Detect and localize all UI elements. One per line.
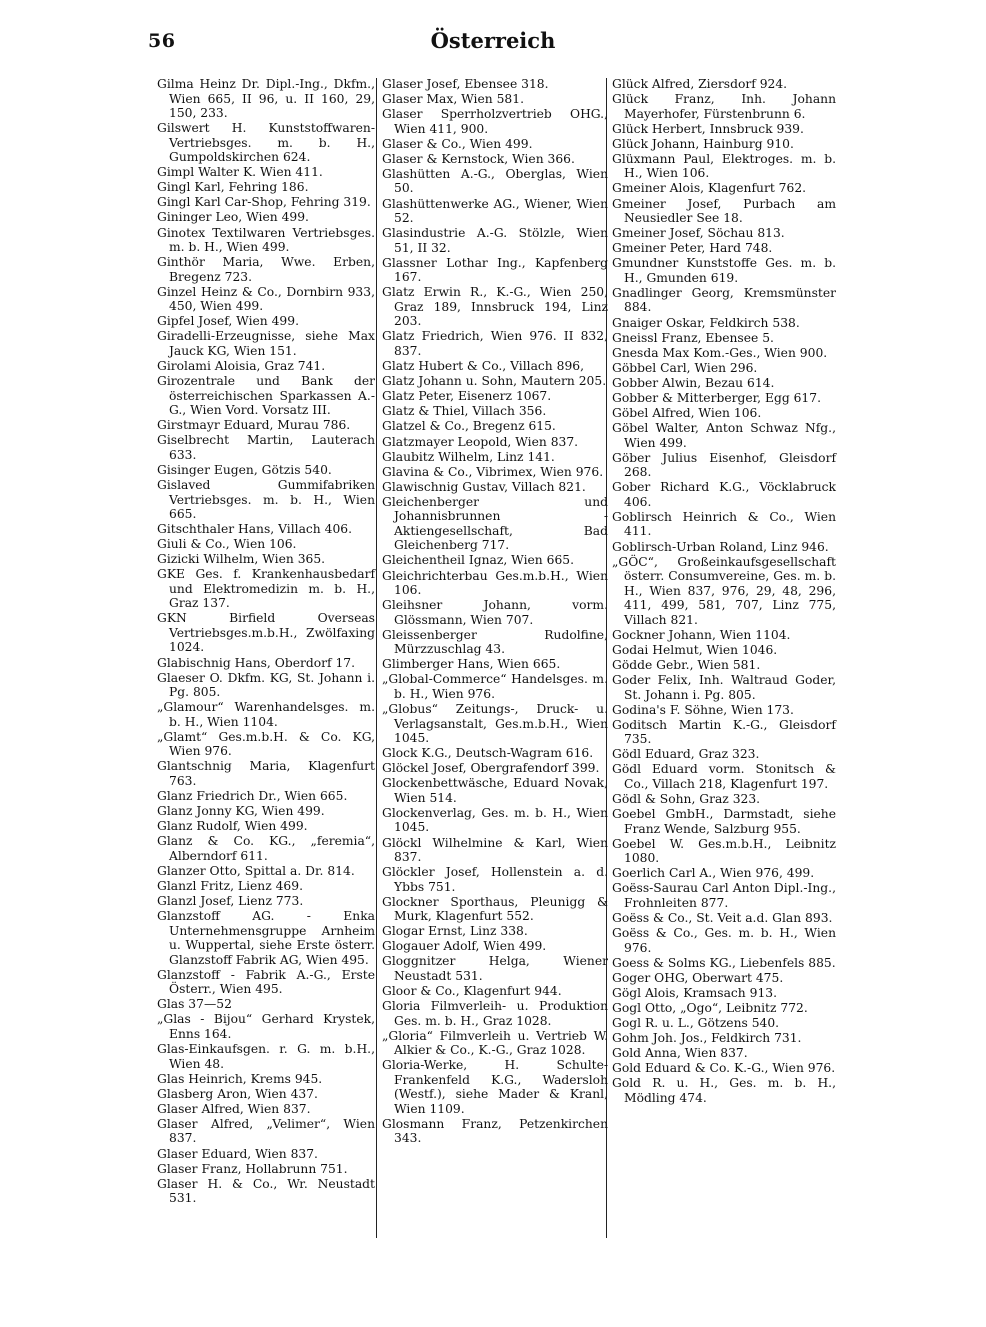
directory-entry: Gleichenberger und Johannisbrunnen -Aktiengesellschaft, Bad Gleichenberg 717.	[382, 494, 608, 553]
directory-entry: Glanz & Co. KG., „feremia“, Alberndorf 611.	[157, 834, 375, 863]
directory-entry: Gogl R. u. L., Götzens 540.	[612, 1016, 780, 1031]
directory-entry: Goerlich Carl A., Wien 976, 499.	[612, 866, 815, 881]
directory-entry: Gneissl Franz, Ebensee 5.	[612, 330, 774, 345]
directory-entry: Gisinger Eugen, Götzis 540.	[157, 462, 332, 477]
directory-entry: Glasberg Aron, Wien 437.	[157, 1086, 318, 1101]
directory-entry: Glatz & Thiel, Villach 356.	[382, 404, 547, 419]
directory-entry: Glöckel Josef, Obergrafendorf 399.	[382, 761, 600, 776]
directory-entry: Gininger Leo, Wien 499.	[157, 210, 309, 225]
directory-entry: Goger OHG, Oberwart 475.	[612, 970, 784, 985]
directory-entry: Gnaiger Oskar, Feldkirch 538.	[612, 315, 800, 330]
directory-entry: Giselbrecht Martin, Lauterach 633.	[157, 433, 375, 462]
directory-entry: Glatz Peter, Eisenerz 1067.	[382, 389, 552, 404]
directory-entry: Glanzer Otto, Spittal a. Dr. 814.	[157, 863, 355, 878]
directory-entry: Gohm Joh. Jos., Feldkirch 731.	[612, 1031, 802, 1046]
directory-entry: Glockenverlag, Ges. m. b. H., Wien 1045.	[382, 805, 608, 835]
entries-column-3	[612, 77, 836, 1106]
directory-entry: Göbel Walter, Anton Schwaz Nfg., Wien 499.	[612, 421, 836, 450]
directory-entry: Goebel W. Ges.m.b.H., Leibnitz 1080.	[612, 836, 836, 866]
entries-column-1	[157, 77, 375, 1206]
directory-entry: Göber Julius Eisenhof, Gleisdorf 268.	[612, 450, 836, 480]
directory-entry: Giradelli-Erzeugnisse, siehe Max Jauck KG, Wien 151.	[157, 329, 375, 358]
directory-entry: Godina's F. Söhne, Wien 173.	[612, 702, 794, 717]
directory-entry: Glabischnig Hans, Oberdorf 17.	[157, 655, 356, 670]
directory-entry: Glashütten A.-G., Oberglas, Wien 50.	[382, 166, 608, 196]
directory-entry: Glaser Josef, Ebensee 318.	[382, 77, 549, 91]
directory-entry: Gilma Heinz Dr. Dipl.-Ing., Dkfm., Wien 665, II 96, u. II 160, 29, 150, 233.	[157, 77, 375, 120]
directory-entry: Gloggnitzer Helga, Wiener Neustadt 531.	[382, 954, 608, 983]
directory-entry: Glaser Sperrholzvertrieb OHG., Wien 411, 900.	[382, 107, 608, 136]
directory-entry: Glogar Ernst, Linz 338.	[382, 924, 528, 939]
directory-entry: Gobber Alwin, Bezau 614.	[612, 375, 775, 390]
directory-entry: Glockner Sporthaus, Pleunigg & Murk, Klagenfurt 552.	[382, 894, 608, 924]
directory-entry: Glockenbettwäsche, Eduard Novak, Wien 514.	[382, 776, 608, 805]
entries-column-2	[382, 77, 608, 1147]
directory-entry: Glück Herbert, Innsbruck 939.	[612, 121, 804, 136]
directory-entry: Glanzl Josef, Lienz 773.	[157, 894, 304, 909]
directory-entry: Glas Heinrich, Krems 945.	[157, 1071, 323, 1086]
directory-entry: Glück Johann, Hainburg 910.	[612, 136, 794, 151]
directory-entry: Glatz Johann u. Sohn, Mautern 205.	[382, 374, 607, 389]
directory-entry: Girstmayr Eduard, Murau 786.	[157, 418, 351, 433]
directory-entry: Goëss & Co., Ges. m. b. H., Wien 976.	[612, 926, 836, 955]
directory-entry: Glüxmann Paul, Elektroges. m. b. H., Wien 106.	[612, 151, 836, 181]
directory-entry: Glavina & Co., Vibrimex, Wien 976.	[382, 464, 604, 479]
directory-entry: Gober Richard K.G., Vöcklabruck 406.	[612, 480, 836, 509]
directory-entry: Gmeiner Peter, Hard 748.	[612, 241, 773, 256]
directory-entry: Goditsch Martin K.-G., Gleisdorf 735.	[612, 717, 836, 747]
directory-entry: Gleissenberger Rudolfine, Mürzzuschlag 43.	[382, 627, 608, 657]
directory-entry: Gödl Eduard vorm. Stonitsch & Co., Villach 218, Klagenfurt 197.	[612, 762, 836, 791]
directory-entry: Ginotex Textilwaren Vertriebsges. m. b. H., Wien 499.	[157, 225, 375, 255]
directory-entry: Gloria Filmverleih- u. Produktion Ges. m. b. H., Graz 1028.	[382, 999, 608, 1028]
directory-entry: Glosmann Franz, Petzenkirchen 343.	[382, 1116, 608, 1146]
page-title: Österreich	[430, 28, 556, 53]
directory-entry: Gnesda Max Kom.-Ges., Wien 900.	[612, 345, 828, 360]
directory-entry: Glatz Erwin R., K.-G., Wien 250, Graz 189, Innsbruck 194, Linz 203.	[382, 285, 608, 329]
directory-entry: Glanz Rudolf, Wien 499.	[157, 819, 308, 834]
directory-entry: Glanzstoff - Fabrik A.-G., Erste Österr., Wien 495.	[157, 967, 375, 997]
directory-entry: Glawischnig Gustav, Villach 821.	[382, 479, 586, 494]
directory-entry: GKE Ges. f. Krankenhausbedarf und Elektromedizin m. b. H., Graz 137.	[157, 567, 375, 611]
directory-entry: Glassner Lothar Ing., Kapfenberg 167.	[382, 255, 608, 285]
directory-entry: Goblirsch-Urban Roland, Linz 946.	[612, 539, 829, 554]
directory-entry: Glock K.G., Deutsch-Wagram 616.	[382, 746, 594, 761]
directory-entry: Goess & Solms KG., Liebenfels 885.	[612, 955, 836, 970]
directory-entry: Gleichrichterbau Ges.m.b.H., Wien 106.	[382, 568, 608, 598]
directory-entry: Göbbel Carl, Wien 296.	[612, 360, 758, 375]
directory-entry: „Glas - Bijou“ Gerhard Krystek, Enns 164.	[157, 1012, 375, 1041]
directory-entry: Ginthör Maria, Wwe. Erben, Bregenz 723.	[157, 255, 375, 284]
directory-entry: Gleichentheil Ignaz, Wien 665.	[382, 553, 575, 568]
directory-entry: Gmeiner Alois, Klagenfurt 762.	[612, 181, 807, 196]
directory-entry: „GÖC“, Großeinkaufsgesellschaft österr. Consumvereine, Ges. m. b. H., Wien 837, 976, 29, 48, 296, 411, 499, 581, 707, Linz 775, Villach 821.	[612, 554, 836, 627]
directory-entry: Glashüttenwerke AG., Wiener, Wien 52.	[382, 196, 608, 226]
directory-entry: „Gloria“ Filmverleih u. Vertrieb W. Alkier & Co., K.-G., Graz 1028.	[382, 1028, 608, 1058]
directory-entry: Goder Felix, Inh. Waltraud Goder, St. Johann i. Pg. 805.	[612, 673, 836, 702]
directory-entry: Gizicki Wilhelm, Wien 365.	[157, 552, 326, 567]
directory-entry: Glaser & Kernstock, Wien 366.	[382, 151, 575, 166]
directory-entry: Glück Franz, Inh. Johann Mayerhofer, Fürstenbrunn 6.	[612, 92, 836, 121]
directory-entry: Girozentrale und Bank der österreichischen Sparkassen A.-G., Wien Vord. Vorsatz III.	[157, 374, 375, 418]
directory-entry: Glaubitz Wilhelm, Linz 141.	[382, 449, 555, 464]
directory-entry: Gobber & Mitterberger, Egg 617.	[612, 391, 821, 405]
directory-entry: Gockner Johann, Wien 1104.	[612, 627, 791, 642]
directory-entry: Glaser H. & Co., Wr. Neustadt 531.	[157, 1176, 375, 1206]
directory-entry: Ginzel Heinz & Co., Dornbirn 933, 450, Wien 499.	[157, 284, 375, 314]
directory-entry: Gold Anna, Wien 837.	[612, 1046, 748, 1061]
directory-entry: Gipfel Josef, Wien 499.	[157, 314, 299, 329]
directory-entry: Glas 37—52	[157, 997, 232, 1012]
directory-entry: Glaser Max, Wien 581.	[382, 92, 524, 107]
directory-entry: Goebel GmbH., Darmstadt, siehe Franz Wende, Salzburg 955.	[612, 807, 836, 836]
directory-entry: Gold Eduard & Co. K.-G., Wien 976.	[612, 1061, 836, 1076]
directory-entry: Glaser Franz, Hollabrunn 751.	[157, 1161, 348, 1176]
directory-entry: „Glamt“ Ges.m.b.H. & Co. KG, Wien 976.	[157, 729, 375, 759]
directory-entry: Goëss-Saurau Carl Anton Dipl.-Ing., Frohnleiten 877.	[612, 881, 836, 910]
directory-entry: „Glamour“ Warenhandelsges. m. b. H., Wien 1104.	[157, 700, 375, 729]
directory-entry: „Globus“ Zeitungs-, Druck- u. Verlagsanstalt, Ges.m.b.H., Wien 1045.	[382, 702, 608, 746]
directory-entry: Glaser Alfred, Wien 837.	[157, 1101, 311, 1116]
directory-entry: Gimpl Walter K. Wien 411.	[157, 165, 323, 180]
directory-entry: Göbel Alfred, Wien 106.	[612, 406, 762, 421]
directory-entry: Gingl Karl, Fehring 186.	[157, 180, 309, 195]
directory-entry: Glatz Friedrich, Wien 976. II 832, 837.	[382, 329, 608, 358]
directory-entry: Gitschthaler Hans, Villach 406.	[157, 522, 352, 537]
directory-entry: Glück Alfred, Ziersdorf 924.	[612, 77, 788, 91]
directory-entry: Girolami Aloisia, Graz 741.	[157, 359, 326, 374]
directory-entry: Gold R. u. H., Ges. m. b. H., Mödling 474.	[612, 1076, 836, 1105]
directory-entry: Glasindustrie A.-G. Stölzle, Wien 51, II 32.	[382, 226, 608, 255]
directory-entry: Goëss & Co., St. Veit a.d. Glan 893.	[612, 910, 833, 925]
directory-entry: Glanz Friedrich Dr., Wien 665.	[157, 789, 348, 804]
directory-entry: Giuli & Co., Wien 106.	[157, 537, 297, 552]
directory-entry: Glogauer Adolf, Wien 499.	[382, 939, 547, 954]
directory-entry: Glanzstoff AG. - Enka Unternehmensgruppe Arnheim u. Wuppertal, siehe Erste österr. Glanzstoff Fabrik AG, Wien 495.	[157, 909, 375, 967]
directory-entry: Gmeiner Josef, Purbach am Neusiedler See 18.	[612, 196, 836, 226]
directory-entry: Glanz Jonny KG, Wien 499.	[157, 804, 325, 819]
directory-entry: Gmeiner Josef, Söchau 813.	[612, 226, 785, 241]
directory-entry: Glimberger Hans, Wien 665.	[382, 657, 561, 672]
directory-entry: Gloria-Werke, H. Schulte-Frankenfeld K.G., Wadersloh (Westf.), siehe Mader & Kranl, Wien 1109.	[382, 1058, 608, 1116]
column-divider	[376, 78, 377, 1238]
directory-entry: GKN Birfield Overseas Vertriebsges.m.b.H., Zwölfaxing 1024.	[157, 611, 375, 655]
directory-entry: Gödde Gebr., Wien 581.	[612, 657, 761, 672]
directory-entry: Goblirsch Heinrich & Co., Wien 411.	[612, 509, 836, 539]
directory-entry: Glaeser O. Dkfm. KG, St. Johann i. Pg. 805.	[157, 670, 375, 700]
directory-entry: Gingl Karl Car-Shop, Fehring 319.	[157, 195, 371, 210]
directory-entry: Gilswert H. Kunststoffwaren-Vertriebsges. m. b. H., Gumpoldskirchen 624.	[157, 121, 375, 165]
directory-entry: Godai Helmut, Wien 1046.	[612, 642, 778, 657]
directory-entry: Glantschnig Maria, Klagenfurt 763.	[157, 759, 375, 788]
directory-entry: Gloor & Co., Klagenfurt 944.	[382, 984, 562, 999]
directory-entry: Glaser Eduard, Wien 837.	[157, 1146, 318, 1161]
directory-entry: Glöckl Wilhelmine & Karl, Wien 837.	[382, 835, 608, 864]
directory-entry: Glaser Alfred, „Velimer“, Wien 837.	[157, 1116, 375, 1146]
directory-entry: Glanzl Fritz, Lienz 469.	[157, 879, 303, 893]
directory-entry: Gnadlinger Georg, Kremsmünster 884.	[612, 285, 836, 315]
directory-entry: Glatz Hubert & Co., Villach 896,	[382, 359, 585, 374]
directory-entry: Gögl Alois, Kramsach 913.	[612, 985, 778, 1000]
directory-entry: Gmundner Kunststoffe Ges. m. b. H., Gmunden 619.	[612, 256, 836, 285]
directory-entry: „Global-Commerce“ Handelsges. m. b. H., Wien 976.	[382, 672, 608, 701]
directory-entry: Glatzel & Co., Bregenz 615.	[382, 419, 556, 434]
directory-entry: Glatzmayer Leopold, Wien 837.	[382, 434, 579, 449]
directory-entry: Gogl Otto, „Ogo“, Leibnitz 772.	[612, 1000, 808, 1015]
directory-entry: Gödl & Sohn, Graz 323.	[612, 792, 761, 806]
directory-entry: Gislaved Gummifabriken Vertriebsges. m. b. H., Wien 665.	[157, 478, 375, 521]
directory-entry: Gleihsner Johann, vorm. Glössmann, Wien 707.	[382, 598, 608, 627]
directory-entry: Glöckler Josef, Hollenstein a. d. Ybbs 751.	[382, 865, 608, 894]
page-number: 56	[148, 30, 176, 52]
directory-entry: Glas-Einkaufsgen. r. G. m. b.H., Wien 48.	[157, 1042, 375, 1071]
directory-entry: Glaser & Co., Wien 499.	[382, 136, 533, 151]
directory-entry: Gödl Eduard, Graz 323.	[612, 747, 760, 762]
